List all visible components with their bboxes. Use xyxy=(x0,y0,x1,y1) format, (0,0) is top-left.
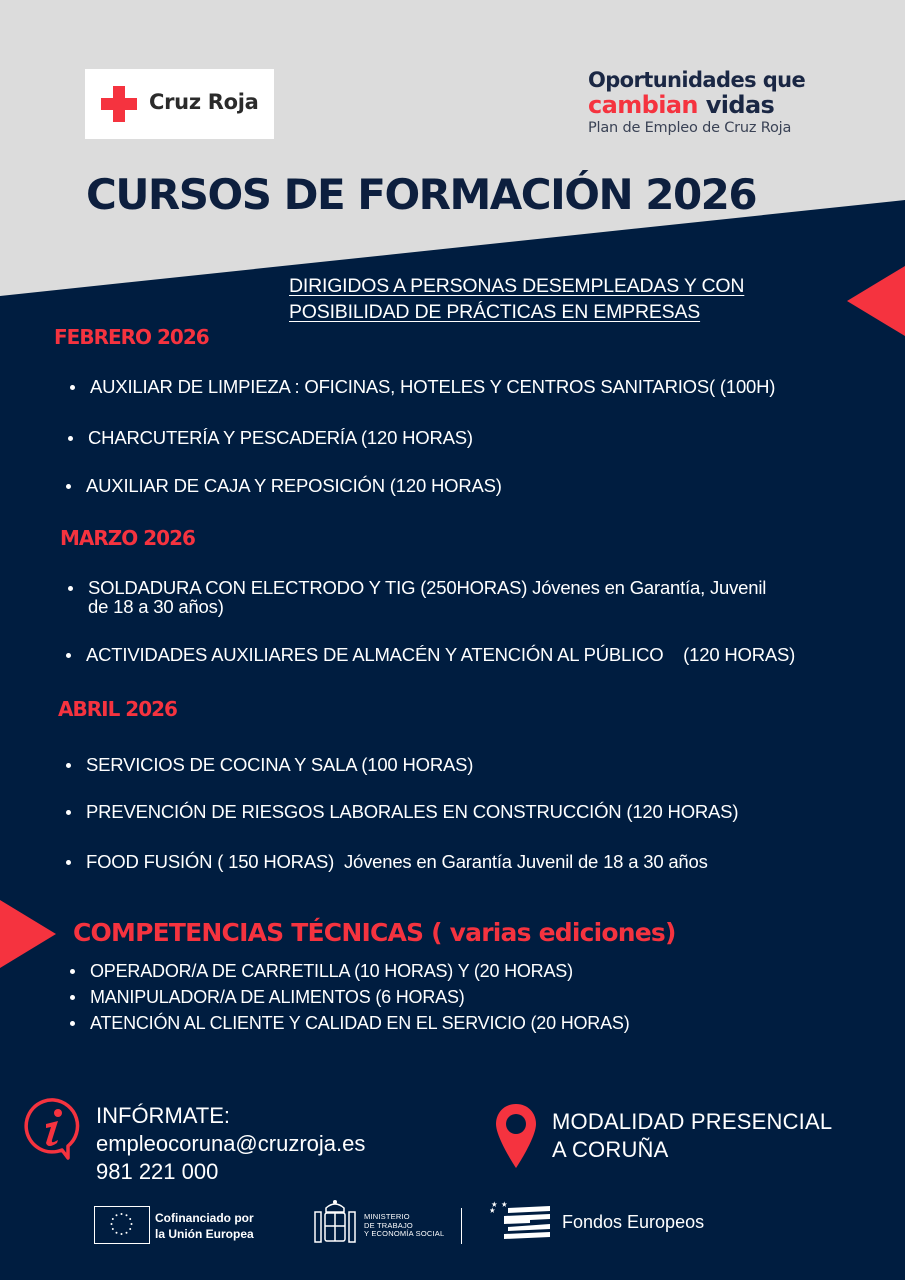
month-heading-abril: ABRIL 2026 xyxy=(58,697,177,721)
subtitle-line1: DIRIGIDOS A PERSONAS DESEMPLEADAS Y CON xyxy=(289,275,745,297)
competencias-list xyxy=(90,958,630,1036)
tagline-logo xyxy=(588,68,848,138)
course-item: ACTIVIDADES AUXILIARES DE ALMACÉN Y ATENCIÓN AL PÚBLICO (120 HORAS) xyxy=(86,645,795,665)
tagline-line2 xyxy=(588,92,848,118)
course-item: AUXILIAR DE LIMPIEZA : OFICINAS, HOTELES Y CENTROS SANITARIOS( (100H) xyxy=(90,377,775,397)
bullet-icon xyxy=(66,653,71,658)
course-item: PREVENCIÓN DE RIESGOS LABORALES EN CONSTRUCCIÓN (120 HORAS) xyxy=(86,802,738,822)
tagline-line1: Oportunidades que xyxy=(588,68,806,92)
subtitle-line2: POSIBILIDAD DE PRÁCTICAS EN EMPRESAS xyxy=(289,301,701,323)
eu-cofinanced-text: Cofinanciado por la Unión Europea xyxy=(155,1211,254,1241)
modality-line2: A CORUÑA xyxy=(552,1137,669,1162)
bullet-icon xyxy=(68,436,73,441)
bullet-icon xyxy=(70,385,75,390)
bullet-icon xyxy=(68,586,73,591)
course-item: AUXILIAR DE CAJA Y REPOSICIÓN (120 HORAS) xyxy=(86,476,502,496)
contact-info xyxy=(96,1102,365,1186)
tagline-dark-word: vidas xyxy=(705,91,775,119)
tagline-red-word: cambian xyxy=(588,91,698,119)
course-item: FOOD FUSIÓN ( 150 HORAS) Jóvenes en Garantía Juvenil de 18 a 30 años xyxy=(86,852,708,872)
bullet-icon xyxy=(70,969,75,974)
page-title: CURSOS DE FORMACIÓN 2026 xyxy=(86,170,757,219)
contact-label: INFÓRMATE: xyxy=(96,1103,231,1128)
contact-phone[interactable]: 981 221 000 xyxy=(96,1159,219,1184)
bullet-icon xyxy=(70,1021,75,1026)
month-heading-marzo: MARZO 2026 xyxy=(60,526,195,550)
bullet-icon xyxy=(66,810,71,815)
bullet-icon xyxy=(66,763,71,768)
ministry-text: MINISTERIO DE TRABAJO Y ECONOMÍA SOCIAL xyxy=(364,1212,445,1238)
logo-text: Cruz Roja xyxy=(149,90,259,114)
bullet-icon xyxy=(66,484,71,489)
map-pin-icon xyxy=(494,1102,538,1170)
tagline-sub: Plan de Empleo de Cruz Roja xyxy=(588,120,792,136)
course-item: SOLDADURA CON ELECTRODO Y TIG (250HORAS) Jóvenes en Garantía, Juvenil de 18 a 30 años) xyxy=(88,578,766,616)
competencia-item: OPERADOR/A DE CARRETILLA (10 HORAS) Y (20 HORAS) xyxy=(90,958,630,984)
course-item: CHARCUTERÍA Y PESCADERÍA (120 HORAS) xyxy=(88,428,473,448)
competencia-item: MANIPULADOR/A DE ALIMENTOS (6 HORAS) xyxy=(90,984,630,1010)
red-cross-icon xyxy=(101,86,137,122)
fondos-europeos-icon xyxy=(490,1200,554,1246)
audience-subtitle xyxy=(289,273,744,325)
fondos-europeos-text: Fondos Europeos xyxy=(562,1212,705,1232)
course-item: SERVICIOS DE COCINA Y SALA (100 HORAS) xyxy=(86,755,473,775)
modality-line1: MODALIDAD PRESENCIAL xyxy=(552,1109,833,1134)
modality-info xyxy=(552,1108,832,1164)
logo-divider xyxy=(461,1208,462,1244)
cruz-roja-logo xyxy=(85,69,274,139)
bullet-icon xyxy=(66,860,71,865)
competencia-item: ATENCIÓN AL CLIENTE Y CALIDAD EN EL SERVICIO (20 HORAS) xyxy=(90,1010,630,1036)
contact-email[interactable]: empleocoruna@cruzroja.es xyxy=(96,1131,366,1156)
eu-flag-icon xyxy=(94,1206,150,1244)
spain-coat-of-arms-icon xyxy=(312,1198,358,1246)
info-icon xyxy=(24,1096,84,1162)
competencias-heading: COMPETENCIAS TÉCNICAS ( varias ediciones) xyxy=(73,918,676,947)
month-heading-febrero: FEBRERO 2026 xyxy=(54,325,209,349)
bullet-icon xyxy=(70,995,75,1000)
